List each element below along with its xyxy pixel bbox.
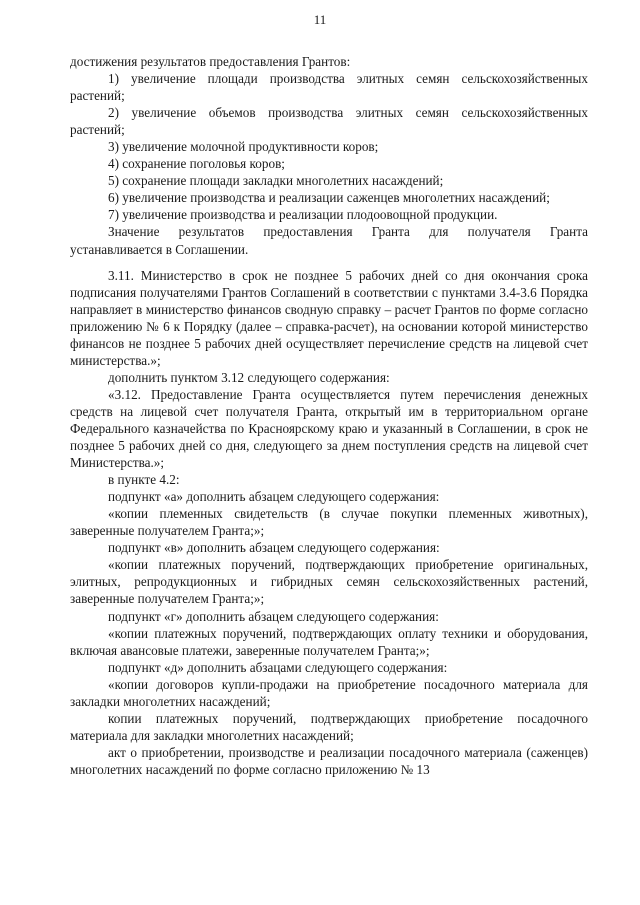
paragraph: «3.12. Предоставление Гранта осуществляется путем перечисления денежных средств на лицевой счет получателя Гранта, открытый им в территориальном органе Федерального казначейства по Красноярскому краю и указанный в Соглашении, в срок не позднее 5 рабочих дней со дня, следующего за днем поступления средств на лицевой счет Министерства.»;	[70, 386, 588, 471]
page-number: 11	[313, 12, 327, 27]
paragraph: акт о приобретении, производстве и реализации посадочного материала (саженцев) многолетних насаждений по форме согласно приложению № 13	[70, 744, 588, 777]
paragraph: подпункт «г» дополнить абзацем следующего содержания:	[108, 608, 439, 624]
paragraph: «копии племенных свидетельств (в случае покупки племенных животных), заверенные получателем Гранта;»;	[70, 506, 588, 539]
paragraph: достижения результатов предоставления Грантов:	[70, 54, 351, 69]
document-body	[70, 53, 588, 778]
paragraph: 6) увеличение производства и реализации саженцев многолетних насаждений;	[108, 190, 550, 206]
paragraph: подпункт «в» дополнить абзацем следующего содержания:	[108, 540, 440, 556]
paragraph: 3.11. Министерство в срок не позднее 5 рабочих дней со дня окончания срока подписания получателями Грантов Соглашений в соответствии с пунктами 3.4-3.6 Порядка направляет в министерство финансов сводную справку – расчет Грантов по форме согласно приложению № 6 к Порядку (далее – справка-расчет), на основании которой министерство финансов не позднее 5 рабочих дней осуществляет перечисление средств на лицевой счет министерства.»;	[70, 267, 588, 368]
paragraph: 1) увеличение площади производства элитных семян сельскохозяйственных растений;	[70, 71, 588, 104]
paragraph: копии платежных поручений, подтверждающих приобретение посадочного материала для закладки многолетних насаждений;	[70, 710, 588, 743]
paragraph: подпункт «д» дополнить абзацами следующего содержания:	[108, 659, 448, 675]
paragraph: подпункт «а» дополнить абзацем следующего содержания:	[108, 489, 440, 505]
paragraph: «копии договоров купли-продажи на приобретение посадочного материала для закладки многолетних насаждений;	[70, 676, 588, 709]
paragraph: Значение результатов предоставления Гранта для получателя Гранта устанавливается в Соглашении.	[70, 224, 588, 257]
paragraph: «копии платежных поручений, подтверждающих оплату техники и оборудования, включая авансовые платежи, заверенные получателем Гранта;»;	[70, 625, 588, 658]
paragraph: 3) увеличение молочной продуктивности коров;	[108, 139, 379, 155]
paragraph: в пункте 4.2:	[108, 472, 180, 488]
paragraph: 2) увеличение объемов производства элитных семян сельскохозяйственных растений;	[70, 105, 588, 138]
paragraph: дополнить пунктом 3.12 следующего содержания:	[108, 369, 390, 385]
paragraph: 4) сохранение поголовья коров;	[108, 156, 285, 172]
paragraph: 5) сохранение площади закладки многолетних насаждений;	[108, 173, 444, 189]
paragraph: 7) увеличение производства и реализации плодоовощной продукции.	[108, 207, 498, 223]
paragraph: «копии платежных поручений, подтверждающих приобретение оригинальных, элитных, репродукционных и гибридных семян сельскохозяйственных растений, заверенные получателем Гранта;»;	[70, 557, 588, 607]
